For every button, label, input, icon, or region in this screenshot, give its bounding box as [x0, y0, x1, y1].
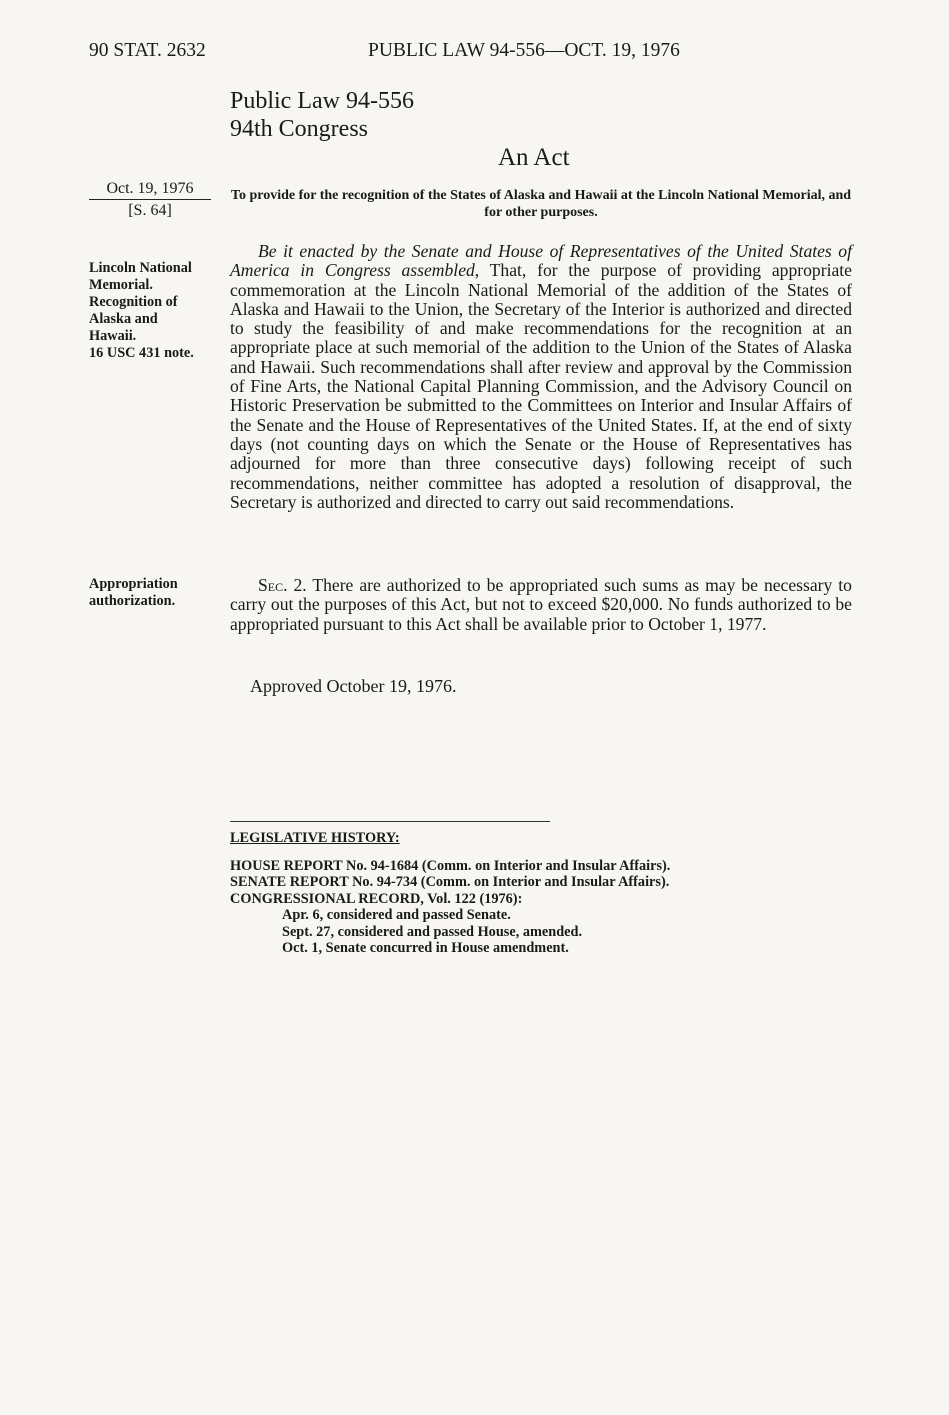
act-heading: An Act — [498, 144, 570, 171]
section-2 — [230, 576, 852, 634]
approval-line: Approved October 19, 1976. — [250, 676, 457, 696]
stat-page-number: 90 STAT. 2632 — [89, 40, 206, 61]
bill-number: [S. 64] — [128, 202, 172, 219]
history-action: Sept. 27, considered and passed House, amended. — [282, 923, 583, 940]
running-head: PUBLIC LAW 94-556—OCT. 19, 1976 — [368, 40, 680, 61]
senate-report: SENATE REPORT No. 94-734 (Comm. on Interior and Insular Affairs). — [230, 874, 670, 890]
enacting-clause: Be it enacted by the Senate and House of Representatives of the United States of America in Congress assembled — [230, 241, 852, 281]
margin-note-line: Alaska and — [89, 311, 158, 327]
margin-note-line: 16 USC 431 note. — [89, 345, 194, 361]
enactment-date: Oct. 19, 1976 — [89, 180, 211, 200]
divider-rule — [230, 821, 550, 822]
legislative-history — [230, 830, 670, 957]
history-action: Apr. 6, considered and passed Senate. — [282, 907, 511, 923]
margin-note-lincoln — [89, 260, 217, 362]
margin-note-line: authorization. — [89, 593, 176, 609]
public-law-title: Public Law 94-556 — [230, 88, 414, 114]
house-report: HOUSE REPORT No. 94-1684 (Comm. on Interior and Insular Affairs). — [230, 857, 671, 874]
history-action: Oct. 1, Senate concurred in House amendment. — [282, 940, 569, 956]
section-2-label: Sec. 2. — [258, 575, 307, 595]
congressional-record: CONGRESSIONAL RECORD, Vol. 122 (1976): — [230, 890, 523, 907]
section-1-text: , That, for the purpose of providing appropriate commemoration at the Lincoln National Memorial of the addition of the States of Alaska and Hawaii to the Union, the Secretary of the Interior is authorized and directed to study the feasibility of and make recommendations for the recognition at an appropriate place at such memorial of the addition to the Union of the States of Alaska and Hawaii. Such recommendations shall after review and approval by the Commission of Fine Arts, the National Capital Planning Commission, and the Advisory Council on Historic Preservation be submitted to the Committees on Interior and Insular Affairs of the Senate and the House of Representatives of the United States. If, at the end of sixty days (not counting days on which the Senate or the House of Representatives has adjourned for more than three consecutive days) following receipt of such recommendations, neither committee has adopted a resolution of disapproval, the Secretary is authorized and directed to carry out said recommendations. — [230, 260, 852, 512]
margin-note-line: Recognition of — [89, 294, 178, 310]
date-margin-note — [89, 180, 211, 220]
section-2-text: There are authorized to be appropriated such sums as may be necessary to carry out the purposes of this Act, but not to exceed $20,000. No funds authorized to be appropriated pursuant to this Act shall be available prior to October 1, 1977. — [230, 575, 852, 634]
margin-note-line: Appropriation — [89, 576, 178, 592]
margin-note-appropriation — [89, 576, 217, 610]
margin-note-line: Hawaii. — [89, 328, 137, 344]
purpose-clause: To provide for the recognition of the States of Alaska and Hawaii at the Lincoln National Memorial, and for other purposes. — [230, 188, 852, 220]
congress-title: 94th Congress — [230, 116, 368, 142]
margin-note-line: Memorial. — [89, 277, 153, 293]
section-1 — [230, 242, 852, 512]
margin-note-line: Lincoln National — [89, 260, 192, 276]
legislative-history-heading: LEGISLATIVE HISTORY: — [230, 830, 400, 846]
